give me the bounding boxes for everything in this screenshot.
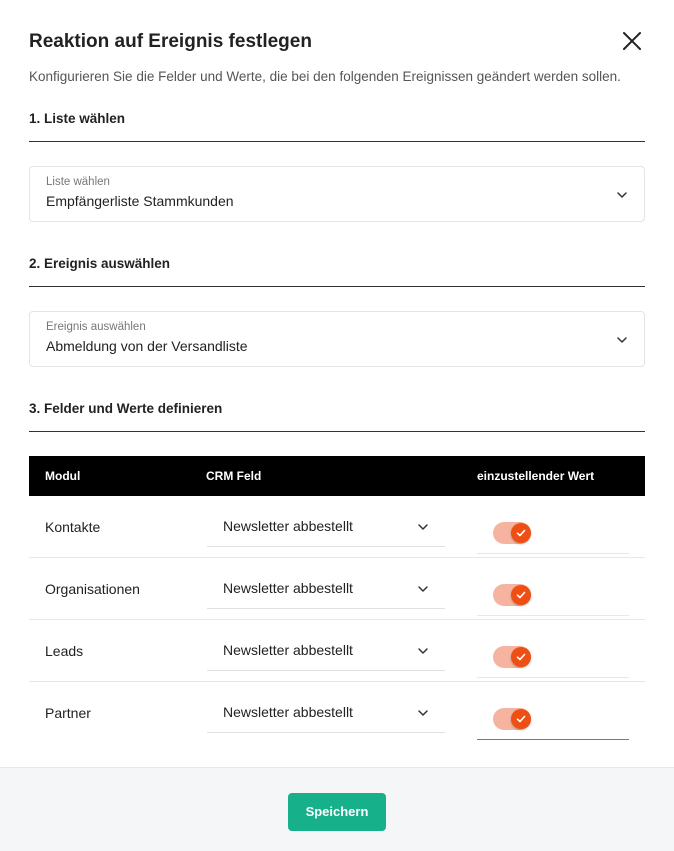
value-toggle[interactable] xyxy=(493,646,531,668)
toggle-knob xyxy=(511,647,531,667)
event-select[interactable] xyxy=(29,311,645,367)
chevron-down-icon xyxy=(616,334,628,346)
value-toggle[interactable] xyxy=(493,584,531,606)
section-divider xyxy=(29,431,645,432)
crm-field-value: Newsletter abbestellt xyxy=(223,642,353,658)
list-select-label: Liste wählen xyxy=(46,176,110,188)
fields-table xyxy=(29,456,645,744)
table-header xyxy=(29,456,645,496)
crm-field-select[interactable] xyxy=(207,628,445,671)
chevron-down-icon xyxy=(417,645,429,657)
event-select-label: Ereignis auswählen xyxy=(46,321,146,333)
chevron-down-icon xyxy=(417,583,429,595)
section-title-fields: 3. Felder und Werte definieren xyxy=(29,401,223,416)
list-select-value: Empfängerliste Stammkunden xyxy=(46,193,234,209)
value-toggle-field xyxy=(477,566,629,616)
modul-cell: Partner xyxy=(45,705,91,721)
dialog-title: Reaktion auf Ereignis festlegen xyxy=(29,31,312,52)
table-row xyxy=(29,682,645,744)
save-button[interactable]: Speichern xyxy=(288,793,386,831)
modul-cell: Organisationen xyxy=(45,581,140,597)
column-header-value: einzustellender Wert xyxy=(477,469,595,483)
value-toggle-field xyxy=(477,690,629,740)
modul-cell: Leads xyxy=(45,643,84,659)
value-toggle-field xyxy=(477,504,629,554)
dialog-footer xyxy=(0,767,674,851)
crm-field-value: Newsletter abbestellt xyxy=(223,580,353,596)
list-select[interactable] xyxy=(29,166,645,222)
section-divider xyxy=(29,286,645,287)
close-icon xyxy=(621,30,643,52)
section-title-list: 1. Liste wählen xyxy=(29,111,126,126)
value-toggle-field xyxy=(477,628,629,678)
toggle-knob xyxy=(511,709,531,729)
toggle-knob xyxy=(511,585,531,605)
crm-field-value: Newsletter abbestellt xyxy=(223,704,353,720)
check-icon xyxy=(516,590,526,600)
crm-field-select[interactable] xyxy=(207,566,445,609)
value-toggle[interactable] xyxy=(493,708,531,730)
toggle-knob xyxy=(511,523,531,543)
crm-field-select[interactable] xyxy=(207,690,445,733)
section-divider xyxy=(29,141,645,142)
table-row xyxy=(29,558,645,620)
check-icon xyxy=(516,714,526,724)
event-select-value: Abmeldung von der Versandliste xyxy=(46,338,248,354)
close-button[interactable] xyxy=(621,30,643,52)
check-icon xyxy=(516,652,526,662)
column-header-modul: Modul xyxy=(45,469,81,483)
chevron-down-icon xyxy=(417,521,429,533)
crm-field-value: Newsletter abbestellt xyxy=(223,518,353,534)
modul-cell: Kontakte xyxy=(45,519,101,535)
section-title-event: 2. Ereignis auswählen xyxy=(29,256,171,271)
chevron-down-icon xyxy=(616,189,628,201)
column-header-crm-field: CRM Feld xyxy=(206,469,262,483)
dialog-header xyxy=(29,30,645,54)
chevron-down-icon xyxy=(417,707,429,719)
crm-field-select[interactable] xyxy=(207,504,445,547)
table-row xyxy=(29,620,645,682)
dialog-subtitle: Konfigurieren Sie die Felder und Werte, die bei den folgenden Ereignissen geändert werden sollen. xyxy=(29,69,621,84)
check-icon xyxy=(516,528,526,538)
table-row xyxy=(29,496,645,558)
value-toggle[interactable] xyxy=(493,522,531,544)
